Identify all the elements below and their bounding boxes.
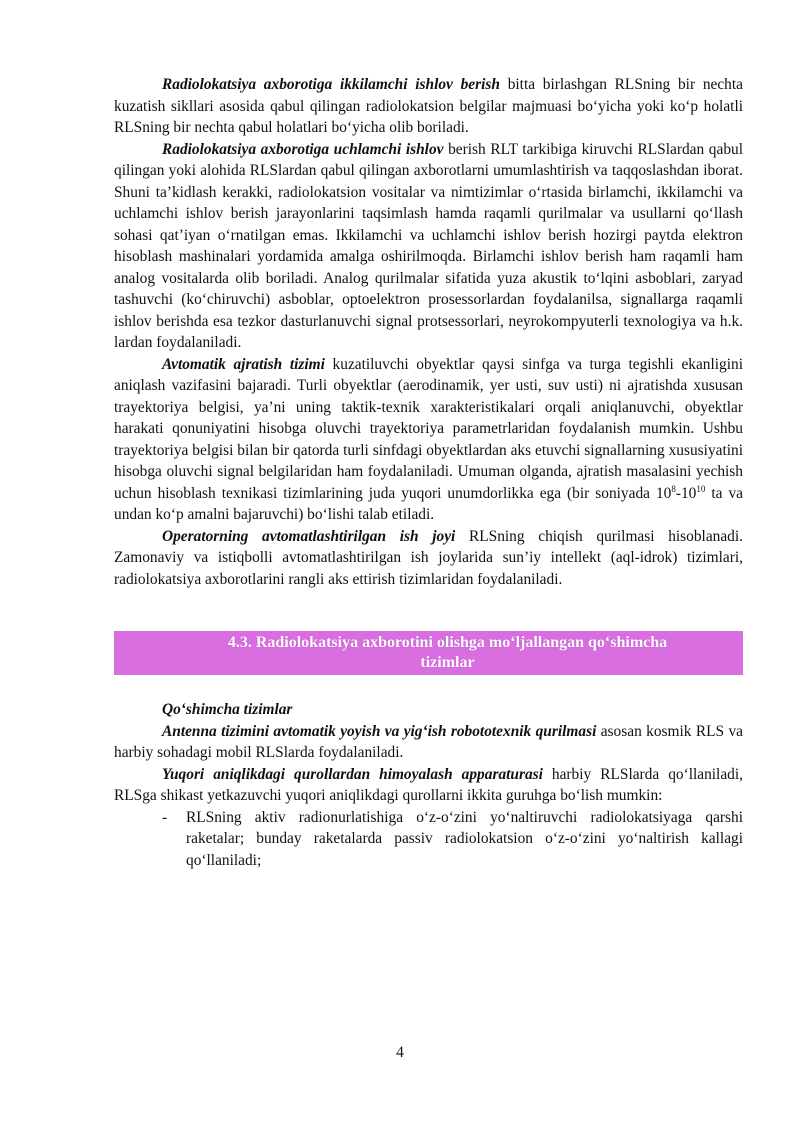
list-item-text: RLSning aktiv radionurlatishiga o‘z-o‘zini yo‘naltiruvchi radiolokatsiyaga qarshi raketalar; bunday raketalarda passiv radiolokatsion o‘z-o‘zini yo‘naltirish kallagi qo‘llaniladi; xyxy=(186,808,743,869)
term-precision-weapon-protection: Yuqori aniqlikdagi qurollardan himoyalash apparaturasi xyxy=(162,765,543,783)
section-heading: 4.3. Radiolokatsiya axborotini olishga mo‘ljallangan qo‘shimcha tizimlar xyxy=(114,631,743,675)
paragraph-antenna-robotic-device: Antenna tizimini avtomatik yoyish va yig‘ish robototexnik qurilmasi asosan kosmik RLS va harbiy sohadagi mobil RLSlarda foydalaniladi. xyxy=(114,722,744,761)
term-secondary-processing: Radiolokatsiya axborotiga ikkilamchi ishlov berish xyxy=(162,76,500,93)
term-operator-workstation: Operatorning avtomatlashtirilgan ish joyi xyxy=(162,527,456,545)
exponent-10: 10 xyxy=(696,483,706,494)
term-antenna-robotic-device: Antenna tizimini avtomatik yoyish va yig‘ish robototexnik qurilmasi xyxy=(162,722,597,740)
list-bullet: - xyxy=(162,808,168,826)
paragraph-operator-workstation: Operatorning avtomatlashtirilgan ish joyi RLSning chiqish qurilmasi hisoblanadi. Zamonaviy va istiqbolli avtomatlashtirilgan ish joylarida sun’iy intellekt (aql-idrok) tizimlari, radiolokatsiya axborotlarini rangli aks ettirish tizimlaridan foydalaniladi. xyxy=(114,527,743,588)
document-body xyxy=(114,74,743,871)
paragraph-secondary-processing: Radiolokatsiya axborotiga ikkilamchi ishlov berish bitta birlashgan RLSning bir nechta kuzatish sikllari asosida qabul qilingan radiolokatsion belgilar majmuasi bo‘yicha yoki ko‘p holatli RLSning bir nechta qabul holatlari bo‘yicha olib boriladi. xyxy=(114,76,743,136)
paragraph-tertiary-processing: Radiolokatsiya axborotiga uchlamchi ishlov berish RLT tarkibiga kiruvchi RLSlardan qabul qilingan yoki alohida RLSlardan qabul qilingan axborotlarni umumlashtirish va taqqoslashdan iborat. Shuni ta’kidlash kerakki, radiolokatsion vositalar va nimtizimlar o‘rtasida birlamchi, ikkilamchi va uchlamchi ishlov berish jarayonlarini taqsimlash hamda raqamli qurilmalar va usullarni qo‘llash sohasi qat’iyan o‘rnatilgan emas. Ikkilamchi va uchlamchi ishlov berish hozirgi paytda elektron hisoblash mashinalari yordamida amalga oshirilmoqda. Birlamchi ishlov berish ham raqamli ham analog vositalarda olib boriladi. Analog qurilmalar sifatida yuza akustik to‘lqini asboblari, zaryad tashuvchi (ko‘chiruvchi) asboblar, optoelektron prosessorlardan foydalanilsa, signallarga raqamli ishlov berishda esa tezkor dasturlanuvchi signal protsessorlari, neyrokompyuterli texnologiya va h.k. lardan foydalaniladi. xyxy=(114,140,743,351)
paragraph-precision-weapon-protection: Yuqori aniqlikdagi qurollardan himoyalash apparaturasi harbiy RLSlarda qo‘llaniladi, RLSga shikast yetkazuvchi yuqori aniqlikdagi qurollarni ikkita guruhga bo‘lish mumkin: xyxy=(114,765,743,804)
exponent-8: 8 xyxy=(671,483,676,494)
subheading-additional-systems: Qo‘shimcha tizimlar xyxy=(162,701,293,718)
list-item xyxy=(114,807,743,872)
page-number: 4 xyxy=(396,1044,404,1061)
paragraph-automatic-classification: Avtomatik ajratish tizimi kuzatiluvchi obyektlar qaysi sinfga va turga tegishli ekanligini aniqlash vazifasini bajaradi. Turli obyektlar (aerodinamik, yer usti, suv usti) ni ajratishda xususan trayektoriya belgisi, ya’ni uning taktik-texnik xarakteristikalari orqali aniqlanuvchi, obyektlar harakati qonuniyatini hisobga oluvchi trayektoriya parametrlaridan foydalanish mumkin. Ushbu trayektoriya belgisi bilan bir qatorda turli sinfdagi obyektlardan aks etuvchi signallarning xususiyatini hisobga oluvchi signal belgilaridan ham foydalaniladi. Umuman olganda, ajratish masalasini yechish uchun hisoblash texnikasi tizimlarining juda yuqori unumdorlikka ega (bir soniyada $10^8-10^{10}$ ta va undan ko‘p amalni bajaruvchi) bo‘lishi talab etiladi. xyxy=(114,355,743,523)
term-tertiary-processing: Radiolokatsiya axborotiga uchlamchi ishlov xyxy=(162,140,444,158)
term-automatic-classification: Avtomatik ajratish tizimi xyxy=(162,355,325,373)
